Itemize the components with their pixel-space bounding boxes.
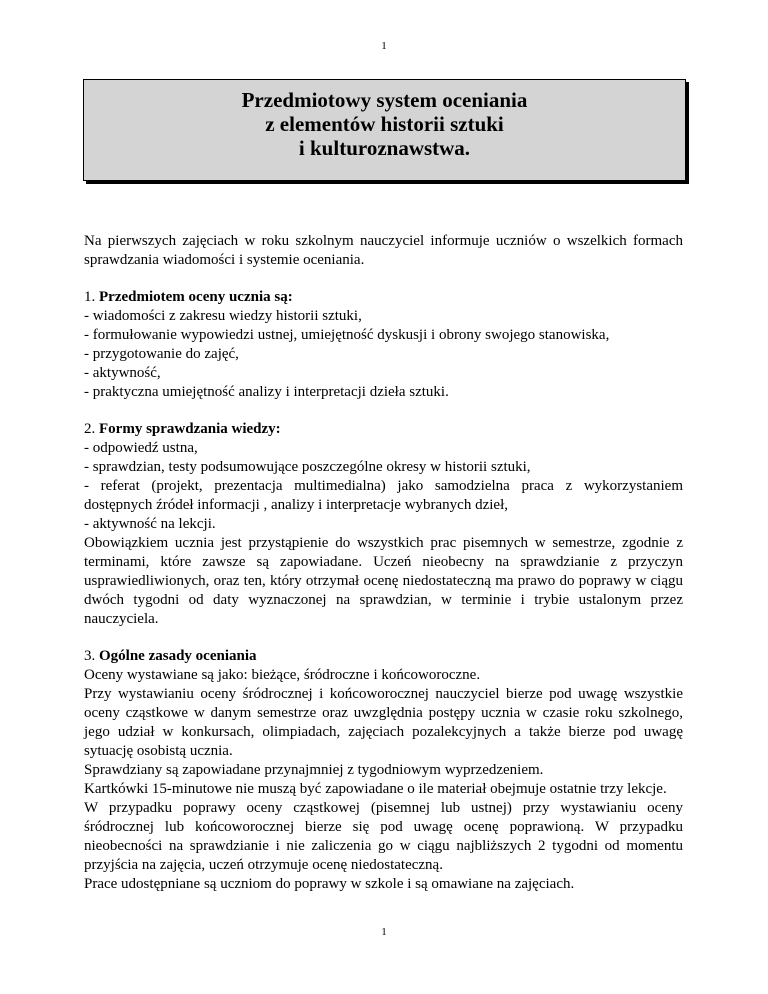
list-item: - przygotowanie do zajęć, <box>84 346 239 362</box>
section-1-heading <box>84 288 683 307</box>
title-line-3: i kulturoznawstwa. <box>298 136 471 160</box>
list-item: - wiadomości z zakresu wiedzy historii sztuki, <box>84 308 362 324</box>
list-item: - aktywność, <box>84 365 161 381</box>
section-3-paragraph: Sprawdziany są zapowiadane przynajmniej z tygodniowym wyprzedzeniem. <box>84 762 544 778</box>
section-3-number: 3. <box>84 648 99 664</box>
list-item: - formułowanie wypowiedzi ustnej, umiejętność dyskusji i obrony swojego stanowiska, <box>84 327 610 343</box>
section-3-heading <box>84 647 683 666</box>
section-2-title: Formy sprawdzania wiedzy: <box>99 421 281 437</box>
section-3-paragraph: Kartkówki 15-minutowe nie muszą być zapowiadane o ile materiał obejmuje ostatnie trzy lekcje. <box>84 781 667 797</box>
page-number-bottom: 1 <box>381 926 387 938</box>
title-box <box>83 79 686 181</box>
list-item: - aktywność na lekcji. <box>84 516 216 532</box>
section-3-paragraph: W przypadku poprawy oceny cząstkowej (pisemnej lub ustnej) przy wystawianiu oceny śródrocznej lub końcoworocznej bierze się pod uwagę ocenę poprawioną. W przypadku nieobecności na sprawdzianie i nie zaliczenia go w ciągu najbliższych 2 tygodni od momentu przyjścia na zajęcia, uczeń otrzymuje ocenę niedostateczną. <box>84 800 683 873</box>
section-2-paragraph: Obowiązkiem ucznia jest przystąpienie do wszystkich prac pisemnych w semestrze, zgodnie z terminami, które zawsze są zapowiadane. Uczeń nieobecny na sprawdzianie z przyczyn usprawiedliwionych, oraz ten, który otrzymał ocenę niedostateczną ma prawo do poprawy w ciągu dwóch tygodni od daty wyznaczonej na sprawdzian, w terminie i trybie ustalonym przez nauczyciela. <box>84 535 683 627</box>
list-item: - sprawdzian, testy podsumowujące poszczególne okresy w historii sztuki, <box>84 459 531 475</box>
list-item: - praktyczna umiejętność analizy i interpretacji dzieła sztuki. <box>84 384 449 400</box>
section-3-title: Ogólne zasady oceniania <box>99 648 257 664</box>
section-3-paragraph: Przy wystawianiu oceny śródrocznej i końcoworocznej nauczyciel bierze pod uwagę wszystkie oceny cząstkowe w danym semestrze oraz uwzględnia postępy ucznia w czasie roku szkolnego, jego udział w konkursach, olimpiadach, zajęciach pozalekcyjnych a także bierze pod uwagę sytuację osobistą ucznia. <box>84 686 683 759</box>
section-1-title: Przedmiotem oceny ucznia są: <box>99 289 293 305</box>
page-number-top: 1 <box>381 40 387 52</box>
section-2-heading <box>84 420 683 439</box>
section-2-number: 2. <box>84 421 99 437</box>
title-line-2: z elementów historii sztuki <box>265 112 504 136</box>
section-1-number: 1. <box>84 289 99 305</box>
title-line-1: Przedmiotowy system oceniania <box>241 88 528 112</box>
document-body <box>84 232 683 894</box>
list-item: - referat (projekt, prezentacja multimedialna) jako samodzielna praca z wykorzystaniem dostępnych źródeł informacji , analizy i interpretacje wybranych dzieł, <box>84 478 683 513</box>
intro-paragraph: Na pierwszych zajęciach w roku szkolnym nauczyciel informuje uczniów o wszelkich formach sprawdzania wiadomości i systemie oceniania. <box>84 233 683 268</box>
list-item: - odpowiedź ustna, <box>84 440 198 456</box>
section-3-paragraph: Prace udostępniane są uczniom do poprawy w szkole i są omawiane na zajęciach. <box>84 876 575 892</box>
section-3-paragraph: Oceny wystawiane są jako: bieżące, śródroczne i końcoworoczne. <box>84 667 481 683</box>
